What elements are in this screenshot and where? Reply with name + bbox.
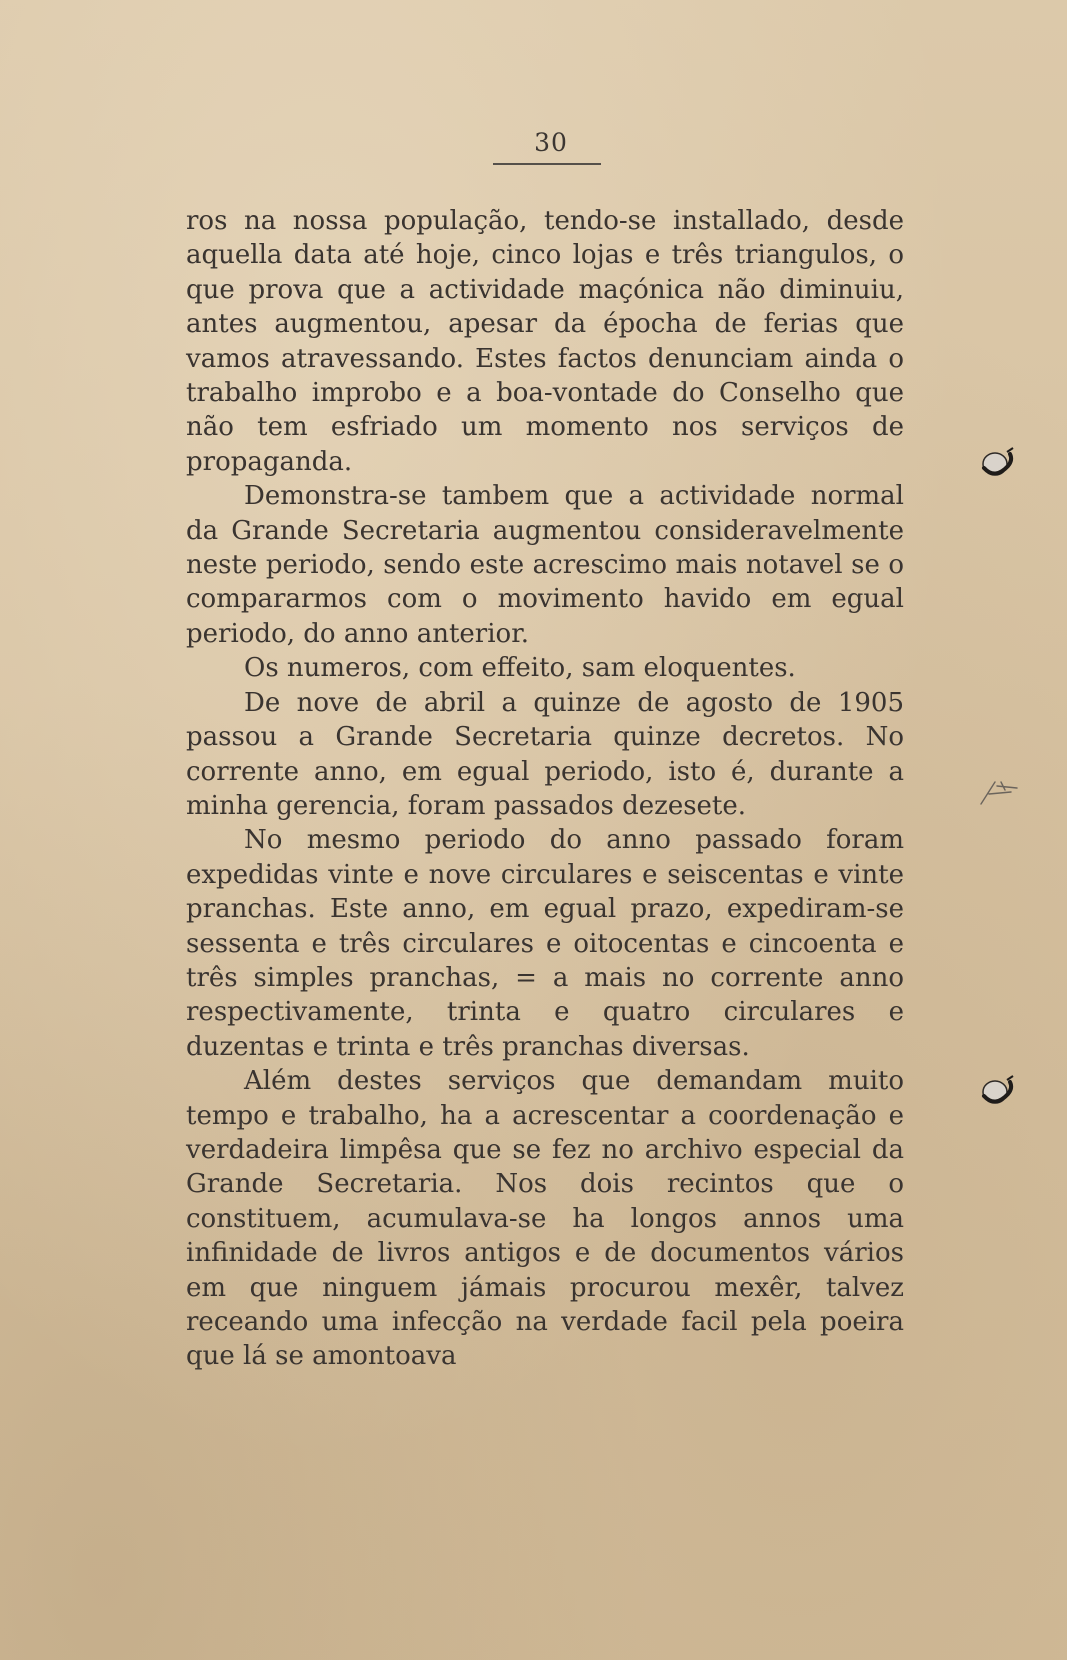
page-number: 30 <box>534 128 568 157</box>
paragraph: Demonstra-se tambem que a actividade normal da Grande Secretaria augmentou consideravelmente neste periodo, sendo este acrescimo mais notavel se o compararmos com o movimento havido em egual periodo, do anno anterior. <box>186 481 904 649</box>
page-number-rule <box>493 163 601 165</box>
paragraph: Os numeros, com effeito, sam eloquentes. <box>244 653 796 684</box>
paragraph: No mesmo periodo do anno passado foram expedidas vinte e nove circulares e seiscentas e vinte pranchas. Este anno, em egual prazo, expediram-se sessenta e três circulares e oitocentas e cincoenta e três simples pranchas, = a mais no corrente anno respectivamente, trinta e quatro circulares e duzentas e trinta e três pranchas diversas. <box>186 825 904 1062</box>
paragraph: ros na nossa população, tendo-se installado, desde aquella data até hoje, cinco lojas e três triangulos, o que prova que a actividade maçónica não diminuiu, antes augmentou, apesar da épocha de ferias que vamos atravessando. Estes factos denunciam ainda o trabalho improbo e a boa-vontade do Conselho que não tem esfriado um momento nos serviços de propaganda. <box>186 206 904 477</box>
pencil-scribble-icon <box>975 778 1023 808</box>
ink-blot-icon <box>980 1074 1016 1110</box>
body-text <box>186 204 904 1374</box>
paragraph: De nove de abril a quinze de agosto de 1905 passou a Grande Secretaria quinze decretos. No corrente anno, em egual periodo, isto é, durante a minha gerencia, foram passados dezesete. <box>186 687 904 821</box>
ink-blot-icon <box>980 446 1016 482</box>
paragraph: Além destes serviços que demandam muito tempo e trabalho, ha a acrescentar a coordenação e verdadeira limpêsa que se fez no archivo especial da Grande Secretaria. Nos dois recintos que o constituem, acumulava-se ha longos annos uma infinidade de livros antigos e de documentos vários em que ninguem jámais procurou mexêr, talvez receando uma infecção na verdade facil pela poeira que lá se amontoava <box>186 1066 904 1372</box>
